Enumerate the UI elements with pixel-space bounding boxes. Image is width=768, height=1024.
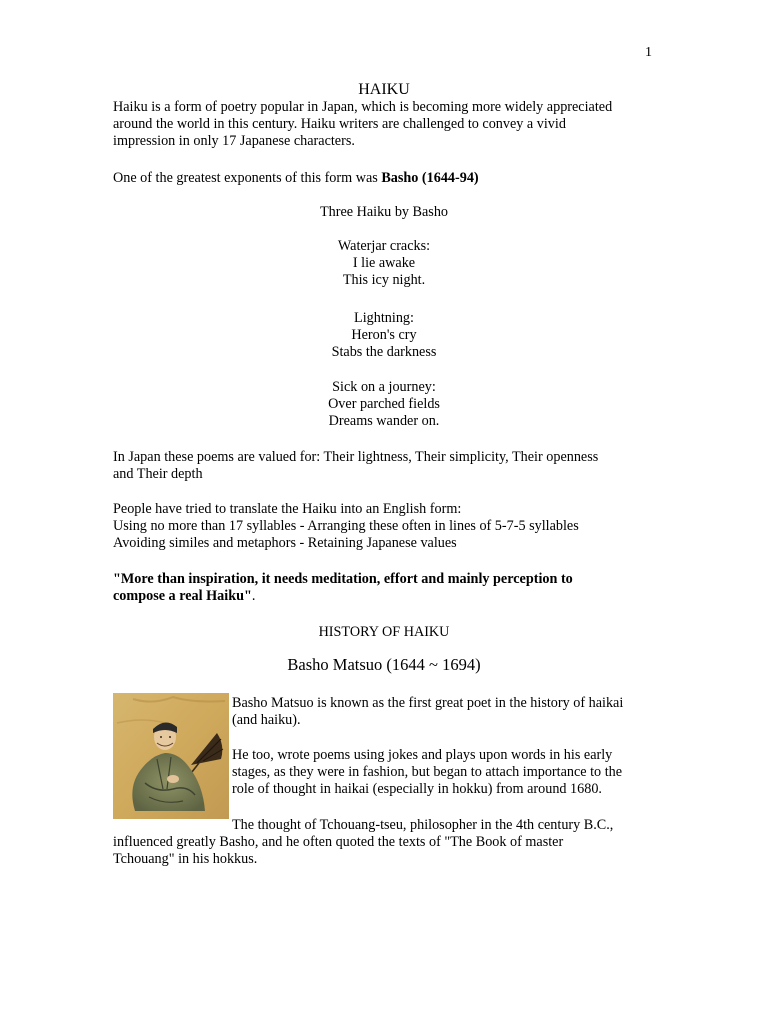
bio-line: stages, as they were in fashion, but began to attach importance to the [232,764,623,780]
haiku-line: Heron's cry [351,327,417,343]
basho-portrait-image [113,693,229,819]
bio-line: He too, wrote poems using jokes and plays upon words in his early [232,747,613,763]
bio-paragraph-3-first: The thought of Tchouang-tseu, philosopher in the 4th century B.C., [232,817,614,833]
haiku-line: Lightning: [354,310,414,326]
bio-line: (and haiku). [232,712,301,728]
valued-paragraph [113,449,658,483]
bio-line: Basho Matsuo is known as the first great poet in the history of haikai [232,695,624,711]
quote-period: . [251,588,256,604]
bio-title: Basho Matsuo (1644 ~ 1694) [287,655,481,674]
quote-line: compose a real Haiku" [113,588,252,604]
haiku-3 [0,379,768,430]
haiku-2 [0,310,768,361]
intro-line: impression in only 17 Japanese characters. [113,133,355,149]
bio-paragraph-1 [232,695,623,729]
page-title: HAIKU [358,81,410,98]
bio-line: Tchouang" in his hokkus. [113,851,258,867]
translate-paragraph [113,501,658,552]
history-heading: HISTORY OF HAIKU [318,624,450,640]
exponent-name: Basho (1644-94) [381,170,479,186]
haiku-line: Dreams wander on. [328,413,440,429]
bio-line: role of thought in haikai (especially in hokku) from around 1680. [232,781,602,797]
haiku-line: Sick on a journey: [332,379,436,395]
haiku-line: This icy night. [342,272,426,288]
quote-paragraph [113,571,658,605]
translate-line: Using no more than 17 syllables - Arranging these often in lines of 5-7-5 syllables [113,518,579,534]
valued-line: In Japan these poems are valued for: Their lightness, Their simplicity, Their openness [113,449,599,465]
translate-line: Avoiding similes and metaphors - Retaining Japanese values [113,535,457,551]
exponent-paragraph [113,170,658,187]
intro-line: Haiku is a form of poetry popular in Japan, which is becoming more widely appreciated [113,99,613,115]
haiku-line: Over parched fields [328,396,440,412]
intro-line: around the world in this century. Haiku writers are challenged to convey a vivid [113,116,566,132]
haiku-line: I lie awake [352,255,416,271]
page-number: 1 [645,45,652,60]
haiku-line: Stabs the darkness [331,344,437,360]
quote-line: "More than inspiration, it needs meditation, effort and mainly perception to [113,571,573,587]
basho-portrait [113,693,229,819]
haiku-heading: Three Haiku by Basho [319,204,449,220]
haiku-1 [0,238,768,289]
bio-paragraph-3 [113,834,658,868]
bio-line: influenced greatly Basho, and he often quoted the texts of "The Book of master [113,834,564,850]
haiku-line: Waterjar cracks: [337,238,431,254]
translate-line: People have tried to translate the Haiku into an English form: [113,501,462,517]
bio-paragraph-2 [232,747,622,798]
exponent-text: One of the greatest exponents of this form was [113,170,382,186]
valued-line: and Their depth [113,466,203,482]
intro-paragraph [113,99,658,150]
